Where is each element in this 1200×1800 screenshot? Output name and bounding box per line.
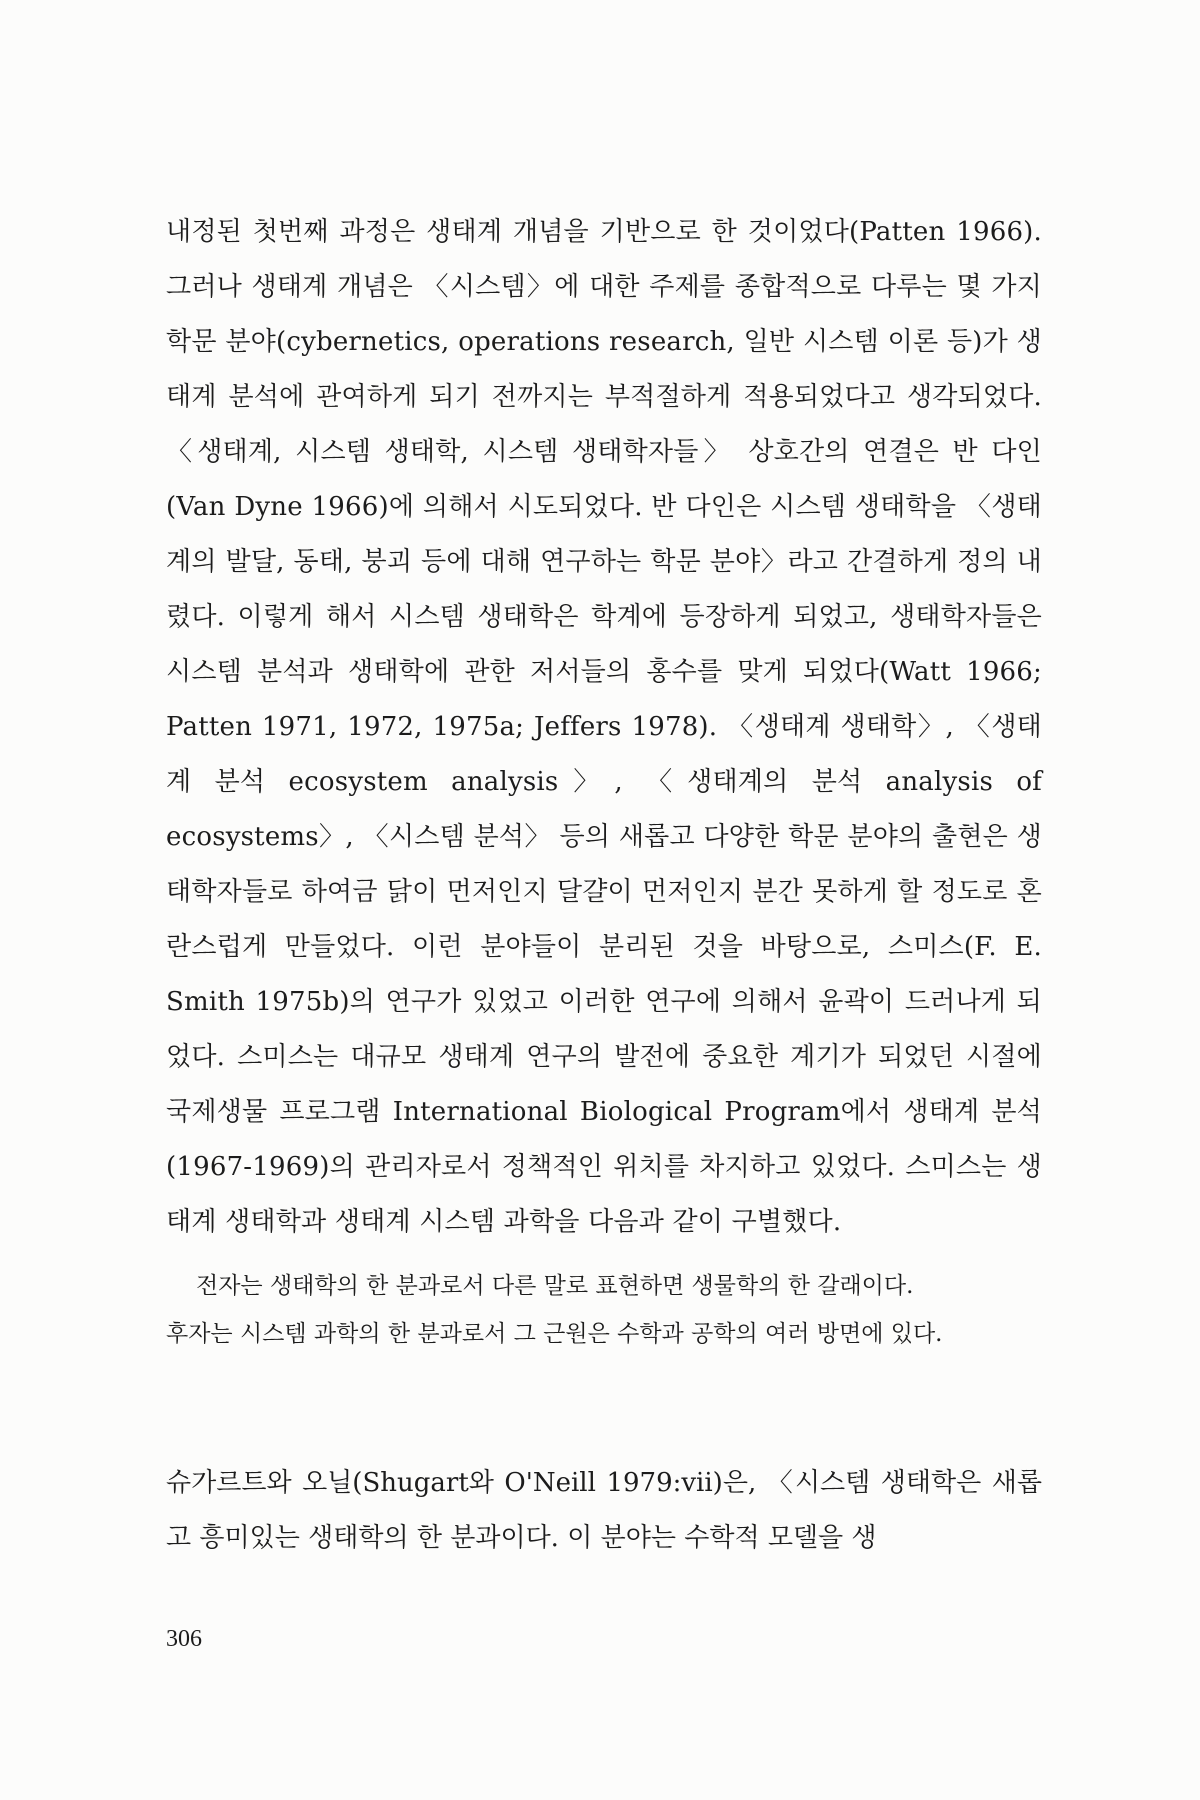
page-number: 306 (166, 1626, 202, 1652)
quote-line-1: 전자는 생태학의 한 분과로서 다른 말로 표현하면 생물학의 한 갈래이다. (196, 1273, 914, 1299)
continuation-paragraph: 슈가르트와 오닐(Shugart와 O'Neill 1979:vii)은, 〈시스템 생태학은 새롭고 흥미있는 생태학의 한 분과이다. 이 분야는 수학적 모델을 생 (166, 1468, 1042, 1553)
body-paragraph: 내정된 첫번째 과정은 생태계 개념을 기반으로 한 것이었다(Patten 1966). 그러나 생태계 개념은 〈시스템〉에 대한 주제를 종합적으로 다루는 몇 가지 학문 분야(cybernetics, operations research, 일반 시스템 이론 등)가 생태계 분석에 관여하게 되기 전까지는 부적절하게 적용되었다고 생각되었다. 〈생태계, 시스템 생태학, 시스템 생태학자들〉 상호간의 연결은 반 다인(Van Dyne 1966)에 의해서 시도되었다. 반 다인은 시스템 생태학을 〈생태계의 발달, 동태, 붕괴 등에 대해 연구하는 학문 분야〉라고 간결하게 정의 내렸다. 이렇게 해서 시스템 생태학은 학계에 등장하게 되었고, 생태학자들은 시스템 분석과 생태학에 관한 저서들의 홍수를 맞게 되었다(Watt 1966; Patten 1971, 1972, 1975a; Jeffers 1978). 〈생태계 생태학〉, 〈생태계 분석 ecosystem analysis〉, 〈생태계의 분석 analysis of ecosystems〉, 〈시스템 분석〉 등의 새롭고 다양한 학문 분야의 출현은 생태학자들로 하여금 닭이 먼저인지 달걀이 먼저인지 분간 못하게 할 정도로 혼란스럽게 만들었다. 이런 분야들이 분리된 것을 바탕으로, 스미스(F. E. Smith 1975b)의 연구가 있었고 이러한 연구에 의해서 윤곽이 드러나게 되었다. 스미스는 대규모 생태계 연구의 발전에 중요한 계기가 되었던 시절에 국제생물 프로그램 International Biological Program에서 생태계 분석(1967-1969)의 관리자로서 정책적인 위치를 차지하고 있었다. 스미스는 생태계 생태학과 생태계 시스템 과학을 다음과 같이 구별했다. (166, 217, 1042, 1237)
block-quote (166, 1262, 1042, 1358)
quote-line-2: 후자는 시스템 과학의 한 분과로서 그 근원은 수학과 공학의 여러 방면에 있다. (166, 1321, 943, 1347)
